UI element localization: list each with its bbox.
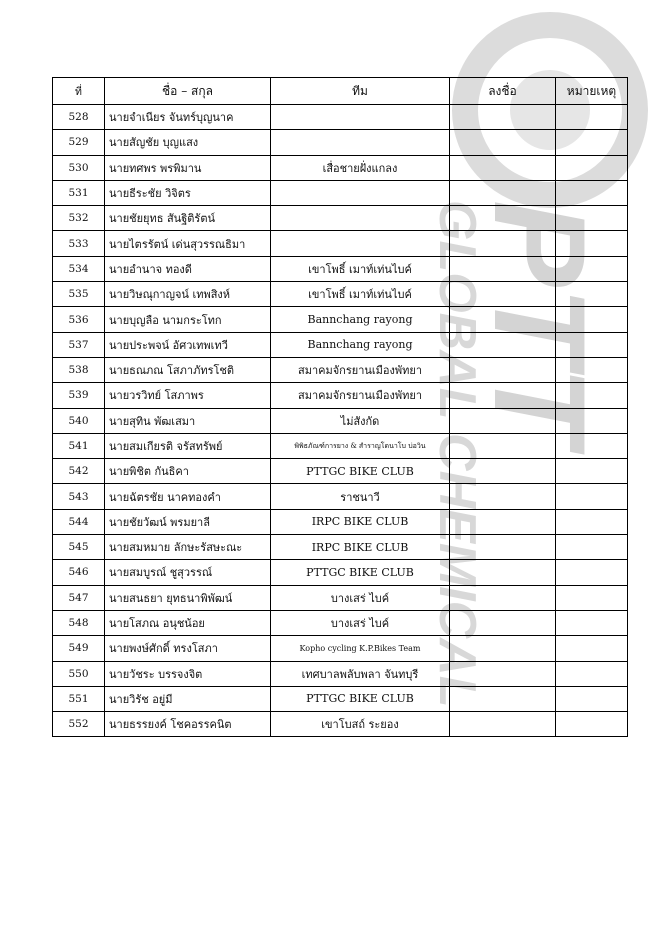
row-remark <box>556 459 628 484</box>
row-signature <box>450 686 556 711</box>
table-row <box>53 256 628 281</box>
row-signature <box>450 535 556 560</box>
row-name: นายไตรรัตน์ เด่นสุวรรณธิมา <box>105 231 271 256</box>
row-name: นายพิชิต กันธิคา <box>105 459 271 484</box>
row-signature <box>450 206 556 231</box>
row-number: 529 <box>53 130 105 155</box>
row-name: นายสัญชัย บุญแสง <box>105 130 271 155</box>
row-name: นายวรวิทย์ โสภาพร <box>105 383 271 408</box>
row-number: 541 <box>53 433 105 458</box>
table-row <box>53 383 628 408</box>
svg-text:PTT: PTT <box>467 200 613 446</box>
row-number: 536 <box>53 307 105 332</box>
row-team: สมาคมจักรยานเมืองพัทยา <box>271 383 450 408</box>
table-row <box>53 560 628 585</box>
row-remark <box>556 712 628 737</box>
row-team <box>271 206 450 231</box>
row-number: 539 <box>53 383 105 408</box>
row-signature <box>450 307 556 332</box>
row-signature <box>450 636 556 661</box>
row-remark <box>556 357 628 382</box>
row-signature <box>450 383 556 408</box>
row-name: นายจำเนียร จันทร์บุญนาค <box>105 105 271 130</box>
row-signature <box>450 585 556 610</box>
row-signature <box>450 180 556 205</box>
row-number: 547 <box>53 585 105 610</box>
row-signature <box>450 155 556 180</box>
row-number: 548 <box>53 610 105 635</box>
row-signature <box>450 282 556 307</box>
header-name: ชื่อ – สกุล <box>105 78 271 105</box>
table-row <box>53 357 628 382</box>
row-name: นายธีระชัย วิจิตร <box>105 180 271 205</box>
row-name: นายชัยยุทธ สันฐิติรัตน์ <box>105 206 271 231</box>
row-name: นายฉัตรชัย นาคทองคำ <box>105 484 271 509</box>
table-row <box>53 509 628 534</box>
row-number: 537 <box>53 332 105 357</box>
row-remark <box>556 636 628 661</box>
row-number: 550 <box>53 661 105 686</box>
row-number: 530 <box>53 155 105 180</box>
table-row <box>53 206 628 231</box>
table-row <box>53 636 628 661</box>
row-signature <box>450 105 556 130</box>
table-row <box>53 180 628 205</box>
table-row <box>53 105 628 130</box>
table-row <box>53 585 628 610</box>
row-team: เทศบาลพลับพลา จันทบุรี <box>271 661 450 686</box>
table-row <box>53 408 628 433</box>
row-remark <box>556 661 628 686</box>
row-name: นายธณภณ โสภาภัทรโชติ <box>105 357 271 382</box>
row-team: พิพิธภัณฑ์การยาง & สำราญโดนาโบ บ่อวิน <box>271 433 450 458</box>
table-row <box>53 155 628 180</box>
row-signature <box>450 509 556 534</box>
row-name: นายสมหมาย ลักษะรัสษะณะ <box>105 535 271 560</box>
table-row <box>53 610 628 635</box>
table-header-row <box>53 78 628 105</box>
row-number: 531 <box>53 180 105 205</box>
row-team: PTTGC BIKE CLUB <box>271 459 450 484</box>
row-team: ราชนาวี <box>271 484 450 509</box>
table-row <box>53 712 628 737</box>
table-row <box>53 433 628 458</box>
row-signature <box>450 332 556 357</box>
row-signature <box>450 560 556 585</box>
row-number: 540 <box>53 408 105 433</box>
header-no: ที่ <box>53 78 105 105</box>
table-row <box>53 231 628 256</box>
row-name: นายสมเกียรติ จรัสทรัพย์ <box>105 433 271 458</box>
row-name: นายวิษณุกาญจน์ เทพสิงห์ <box>105 282 271 307</box>
row-team: บางเสร่ ไบค์ <box>271 585 450 610</box>
row-signature <box>450 408 556 433</box>
row-remark <box>556 610 628 635</box>
row-number: 533 <box>53 231 105 256</box>
row-signature <box>450 712 556 737</box>
row-number: 545 <box>53 535 105 560</box>
row-remark <box>556 585 628 610</box>
row-team: IRPC BIKE CLUB <box>271 509 450 534</box>
row-team: Bannchang rayong <box>271 307 450 332</box>
table-row <box>53 282 628 307</box>
row-name: นายสมบูรณ์ ชูสุวรรณ์ <box>105 560 271 585</box>
header-signature: ลงชื่อ <box>450 78 556 105</box>
table-row <box>53 130 628 155</box>
row-remark <box>556 383 628 408</box>
row-number: 542 <box>53 459 105 484</box>
row-remark <box>556 433 628 458</box>
table-row <box>53 686 628 711</box>
row-number: 538 <box>53 357 105 382</box>
participant-table <box>52 77 628 737</box>
row-signature <box>450 357 556 382</box>
row-name: นายอำนาจ ทองดี <box>105 256 271 281</box>
row-number: 534 <box>53 256 105 281</box>
row-team <box>271 231 450 256</box>
header-remark: หมายเหตุ <box>556 78 628 105</box>
row-signature <box>450 484 556 509</box>
row-name: นายชัยวัฒน์ พรมยาลี <box>105 509 271 534</box>
row-name: นายพงษ์ศักดิ์ ทรงโสภา <box>105 636 271 661</box>
row-signature <box>450 661 556 686</box>
row-remark <box>556 509 628 534</box>
row-signature <box>450 459 556 484</box>
row-number: 544 <box>53 509 105 534</box>
header-team: ทีม <box>271 78 450 105</box>
row-name: นายสุทิน พัฒเสมา <box>105 408 271 433</box>
row-name: นายวิรัช อยู่มี <box>105 686 271 711</box>
row-name: นายบุญลือ นามกระโทก <box>105 307 271 332</box>
row-signature <box>450 610 556 635</box>
row-name: นายประพจน์ อัศวเทพเทวี <box>105 332 271 357</box>
row-remark <box>556 155 628 180</box>
row-number: 535 <box>53 282 105 307</box>
row-signature <box>450 231 556 256</box>
row-number: 551 <box>53 686 105 711</box>
row-remark <box>556 686 628 711</box>
row-team: เสื่อชายฝั่งแกลง <box>271 155 450 180</box>
row-remark <box>556 206 628 231</box>
row-team: Bannchang rayong <box>271 332 450 357</box>
row-team: Kopho cycling K.P.Bikes Team <box>271 636 450 661</box>
row-remark <box>556 484 628 509</box>
row-remark <box>556 105 628 130</box>
row-team: ไม่สังกัด <box>271 408 450 433</box>
row-signature <box>450 433 556 458</box>
row-remark <box>556 535 628 560</box>
row-remark <box>556 332 628 357</box>
row-team: PTTGC BIKE CLUB <box>271 686 450 711</box>
row-number: 546 <box>53 560 105 585</box>
row-team: เขาโพธิ์ เมาท์เท่นไบค์ <box>271 282 450 307</box>
row-remark <box>556 231 628 256</box>
row-team: เขาโบสถ์ ระยอง <box>271 712 450 737</box>
row-team <box>271 180 450 205</box>
row-signature <box>450 130 556 155</box>
row-signature <box>450 256 556 281</box>
row-team <box>271 105 450 130</box>
row-number: 528 <box>53 105 105 130</box>
row-remark <box>556 256 628 281</box>
row-remark <box>556 130 628 155</box>
table-row <box>53 535 628 560</box>
row-remark <box>556 560 628 585</box>
svg-text:GLOBAL CHEMICAL: GLOBAL CHEMICAL <box>428 200 486 708</box>
row-number: 543 <box>53 484 105 509</box>
row-remark <box>556 408 628 433</box>
row-number: 552 <box>53 712 105 737</box>
row-team: IRPC BIKE CLUB <box>271 535 450 560</box>
table-row <box>53 332 628 357</box>
table-row <box>53 661 628 686</box>
row-name: นายทศพร พรพิมาน <box>105 155 271 180</box>
table-row <box>53 484 628 509</box>
row-team: บางเสร่ ไบค์ <box>271 610 450 635</box>
row-team: สมาคมจักรยานเมืองพัทยา <box>271 357 450 382</box>
row-remark <box>556 180 628 205</box>
row-name: นายโสภณ อนุชน้อย <box>105 610 271 635</box>
row-name: นายสนธยา ยุทธนาพิพัฒน์ <box>105 585 271 610</box>
table-row <box>53 307 628 332</box>
row-number: 549 <box>53 636 105 661</box>
row-team: PTTGC BIKE CLUB <box>271 560 450 585</box>
row-remark <box>556 307 628 332</box>
table-row <box>53 459 628 484</box>
row-remark <box>556 282 628 307</box>
row-name: นายธรรยงค์ โชคอรรคนิต <box>105 712 271 737</box>
row-name: นายวัชระ บรรจงจิต <box>105 661 271 686</box>
row-team: เขาโพธิ์ เมาท์เท่นไบค์ <box>271 256 450 281</box>
row-number: 532 <box>53 206 105 231</box>
row-team <box>271 130 450 155</box>
